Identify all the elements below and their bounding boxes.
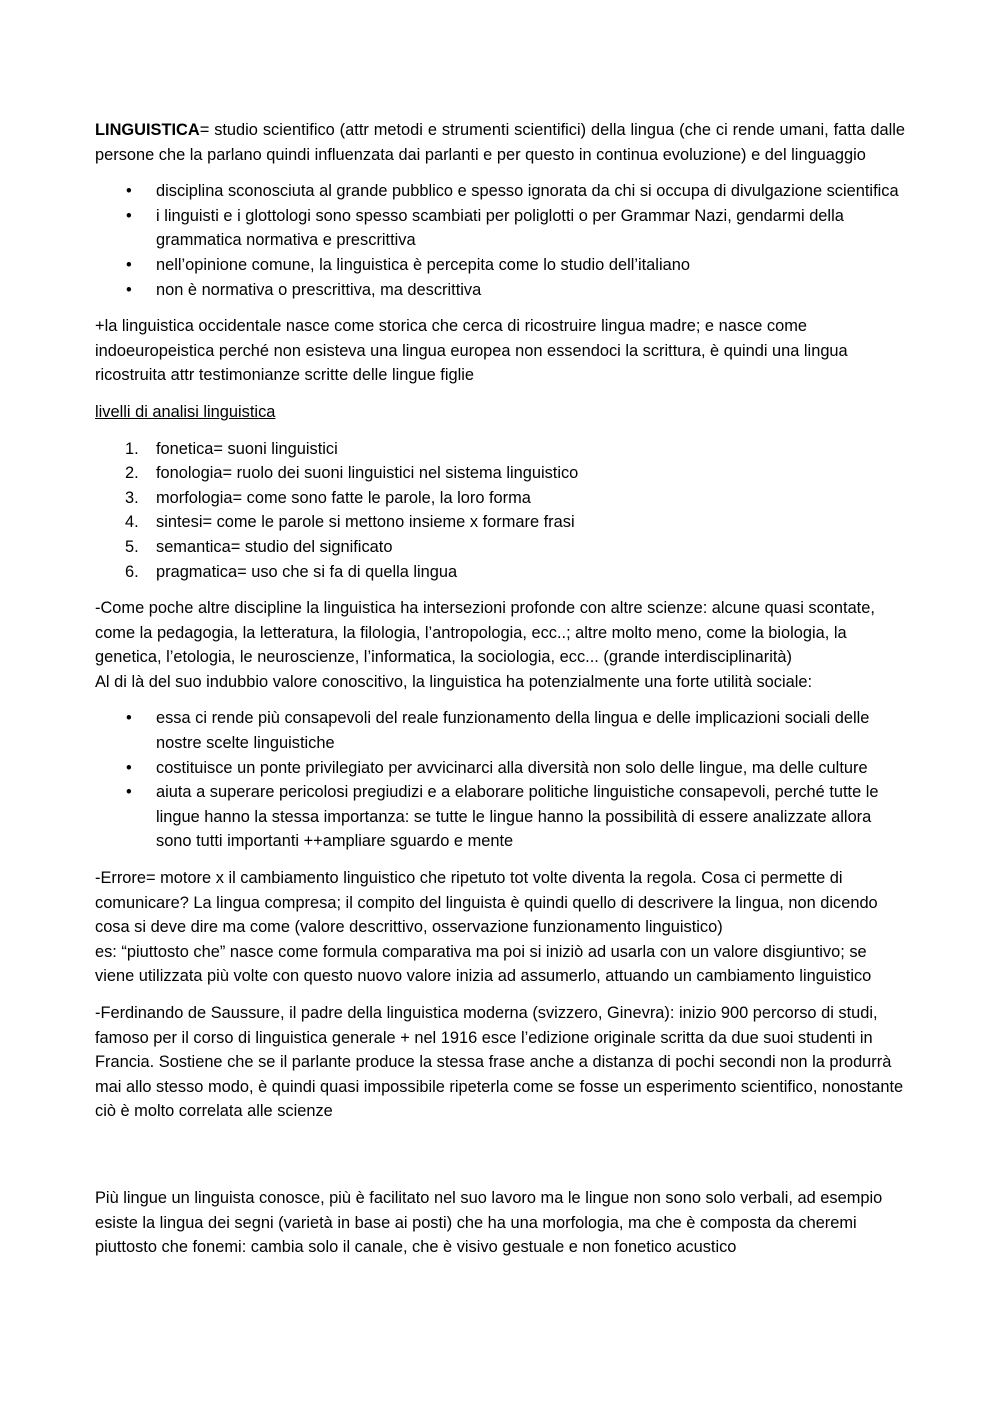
intro-paragraph — [95, 118, 905, 167]
list-item: • nell’opinione comune, la linguistica è percepita come lo studio dell’italiano — [95, 253, 905, 278]
intro-term: LINGUISTICA — [95, 121, 200, 139]
list-item — [95, 437, 905, 462]
list-item: • i linguisti e i glottologi sono spesso scambiati per poliglotti o per Grammar Nazi, gendarmi della grammatica normativa e prescrittiva — [95, 204, 905, 253]
paragraph-social: Al di là del suo indubbio valore conoscitivo, la linguistica ha potenzialmente una forte utilità sociale: — [95, 672, 813, 691]
list-item: • aiuta a superare pericolosi pregiudizi e a elaborare politiche linguistiche consapevoli, perché tutte le lingue hanno la stessa importanza: se tutte le lingue hanno la possibilità di essere analizzate allora sono tutti importanti ++ampliare sguardo e mente — [95, 780, 905, 854]
list-number: 4. — [125, 513, 139, 532]
paragraph-error: -Errore= motore x il cambiamento linguistico che ripetuto tot volte diventa la regola. Cosa ci permette di comunicare? La lingua compresa; il compito del linguista è quindi quello di descrivere la lingua, non dicendo cosa si deve dire ma come (valore descrittivo, osservazione funzionamento linguistico) — [95, 869, 878, 937]
paragraph-languages: Più lingue un linguista conosce, più è facilitato nel suo lavoro ma le lingue non sono solo verbali, ad esempio esiste la lingua dei segni (varietà in base ai posti) che ha una morfologia, ma che è composta da cheremi piuttosto che fonemi: cambia solo il canale, che è visivo gestuale e non fonetico acustico — [95, 1188, 883, 1257]
list-text: pragmatica= uso che si fa di quella lingua — [156, 562, 458, 581]
list-text: semantica= studio del significato — [156, 537, 393, 556]
list-number: 3. — [125, 488, 139, 507]
document-page — [95, 118, 905, 1260]
paragraph-saussure: -Ferdinando de Saussure, il padre della linguistica moderna (svizzero, Ginevra): inizio 900 percorso di studi, famoso per il corso di linguistica generale + nel 1916 esce l’edizione originale scritta da due suoi studenti in Francia. Sostiene che se il parlante produce la stessa frase anche a distanza di pochi secondi non la produrrà mai allo stesso modo, è quindi quasi impossibile ripeterla come se fosse un esperimento scientifico, nonostante ciò è molto correlata alle scienze — [95, 1004, 904, 1121]
levels-heading: livelli di analisi linguistica — [95, 402, 276, 421]
list-text: morfologia= come sono fatte le parole, la loro forma — [156, 488, 531, 507]
bullet-list-social — [95, 706, 905, 854]
list-text: fonetica= suoni linguistici — [156, 439, 338, 458]
paragraph-origin: +la linguistica occidentale nasce come storica che cerca di ricostruire lingua madre; e nasce come indoeuropeistica perché non esisteva una lingua europea non essendoci la scrittura, è quindi una lingua ricostruita attr testimonianze scritte delle lingue figlie — [95, 317, 848, 385]
numbered-list-levels — [95, 437, 905, 585]
blank-line — [95, 1136, 905, 1186]
list-item — [95, 461, 905, 486]
list-number: 6. — [125, 562, 139, 581]
bullet-list-characteristics — [95, 179, 905, 302]
list-number: 1. — [125, 439, 139, 458]
list-number: 2. — [125, 464, 139, 483]
paragraph-interdisciplinary: -Come poche altre discipline la linguistica ha intersezioni profonde con altre scienze: alcune quasi scontate, come la pedagogia, la letteratura, la filologia, l’antropologia, ecc..; altre molto meno, come la biologia, la genetica, l’etologia, le neuroscienze, l’informatica, la sociologia, ecc... (grande interdisciplinarità) — [95, 599, 875, 667]
list-item — [95, 560, 905, 585]
list-text: sintesi= come le parole si mettono insieme x formare frasi — [156, 513, 575, 532]
list-item: • disciplina sconosciuta al grande pubblico e spesso ignorata da chi si occupa di divulgazione scientifica — [95, 179, 905, 204]
intro-definition: = studio scientifico (attr metodi e strumenti scientifici) della lingua (che ci rende umani, fatta dalle persone che la parlano quindi influenzata dai parlanti e per questo in continua evoluzione) e del linguaggio — [95, 121, 905, 164]
list-item — [95, 486, 905, 511]
list-item: • non è normativa o prescrittiva, ma descrittiva — [95, 278, 905, 303]
paragraph-example: es: “piuttosto che” nasce come formula comparativa ma poi si iniziò ad usarla con un valore disgiuntivo; se viene utilizzata più volte con questo nuovo valore inizia ad assumerlo, attuando un cambiamento linguistico — [95, 942, 872, 986]
list-item: • costituisce un ponte privilegiato per avvicinarci alla diversità non solo delle lingue, ma delle culture — [95, 756, 905, 781]
list-item — [95, 535, 905, 560]
list-text: fonologia= ruolo dei suoni linguistici nel sistema linguistico — [156, 464, 579, 483]
list-item — [95, 510, 905, 535]
list-number: 5. — [125, 537, 139, 556]
list-item: • essa ci rende più consapevoli del reale funzionamento della lingua e delle implicazioni sociali delle nostre scelte linguistiche — [95, 706, 905, 755]
